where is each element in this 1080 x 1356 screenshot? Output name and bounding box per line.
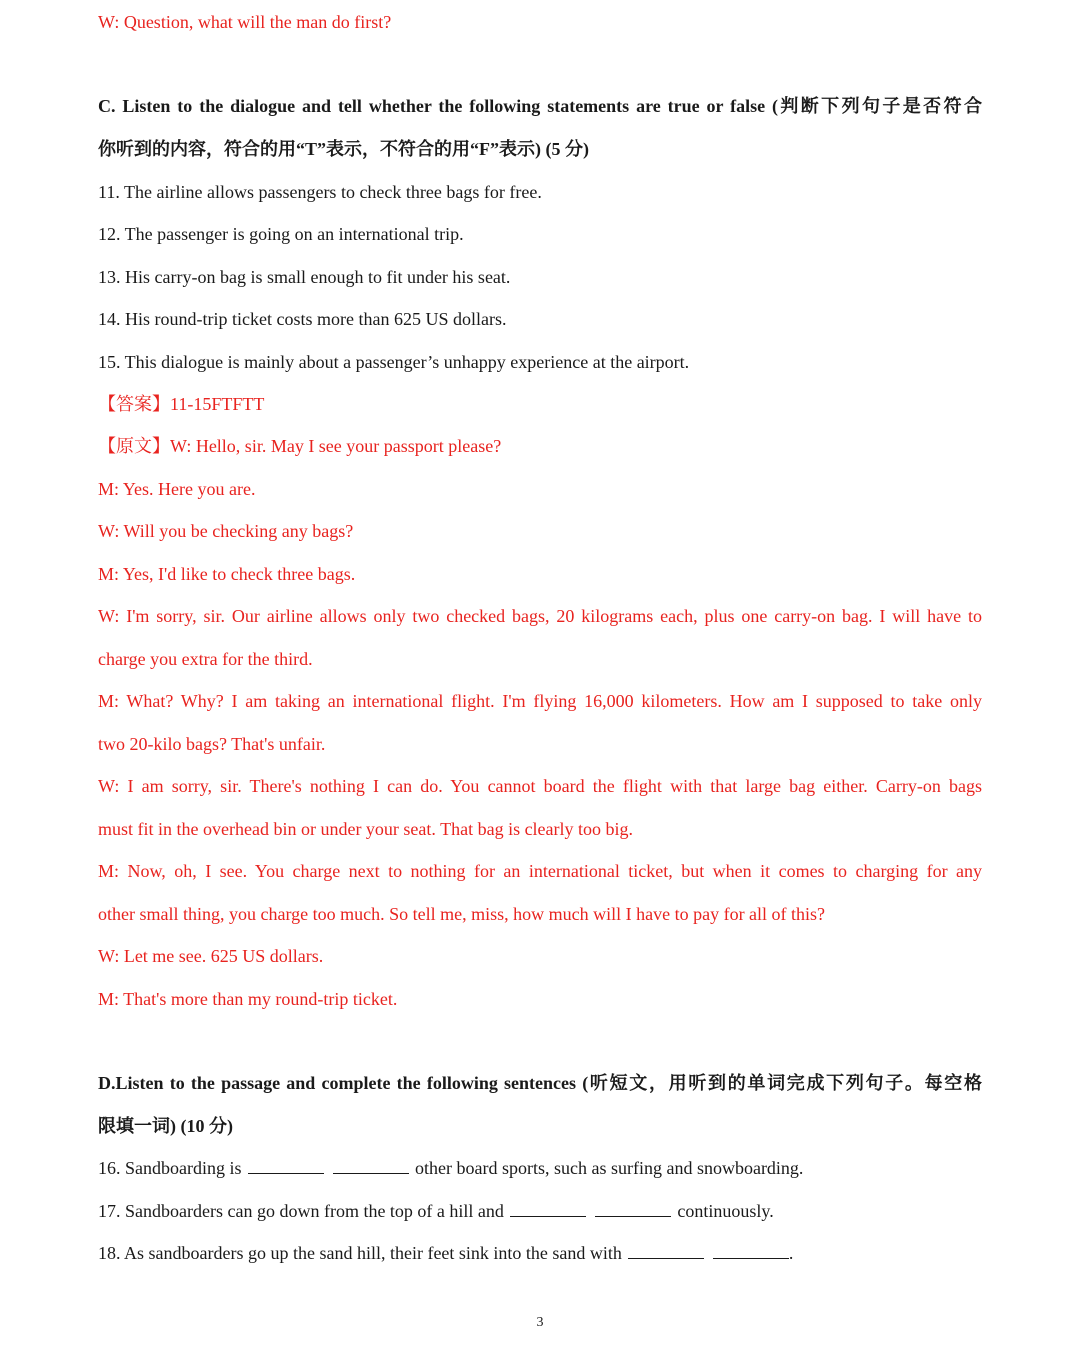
transcript-line: W: Let me see. 625 US dollars.	[98, 946, 324, 966]
transcript-line: two 20-kilo bags? That's unfair.	[98, 734, 326, 754]
statement-11: 11. The airline allows passengers to check three bags for free.	[98, 182, 542, 202]
section-d-heading-line1: D.Listen to the passage and complete the following sentences (听短文，用听到的单词完成下列句子。每空格	[98, 1073, 982, 1093]
transcript-line: M: Yes, I'd like to check three bags.	[98, 564, 356, 584]
transcript-line: charge you extra for the third.	[98, 649, 313, 669]
section-c-heading-line2: 你听到的内容，符合的用“T”表示，不符合的用“F”表示) (5 分)	[98, 139, 589, 159]
statement-13: 13. His carry-on bag is small enough to fit under his seat.	[98, 267, 511, 287]
transcript-line: 【原文】W: Hello, sir. May I see your passport please?	[98, 436, 502, 456]
answer-blank[interactable]	[248, 1157, 324, 1174]
section-d-heading-line2: 限填一词) (10 分)	[98, 1116, 233, 1136]
item-text-after: other board sports, such as surfing and snowboarding.	[415, 1158, 804, 1178]
transcript-line: W: Will you be checking any bags?	[98, 521, 354, 541]
transcript-line: W: I am sorry, sir. There's nothing I can do. You cannot board the flight with that large bag either. Carry-on bags	[98, 776, 982, 796]
transcript-line: other small thing, you charge too much. So tell me, miss, how much will I have to pay for all of this?	[98, 904, 826, 924]
section-c-heading-line1: C. Listen to the dialogue and tell whether the following statements are true or false (判断下列句子是否符合	[98, 96, 982, 116]
statement-15: 15. This dialogue is mainly about a passenger’s unhappy experience at the airport.	[98, 352, 690, 372]
fill-in-item-18	[98, 1241, 793, 1265]
item-text-before: 17. Sandboarders can go down from the top of a hill and	[98, 1201, 504, 1221]
question-line: W: Question, what will the man do first?	[98, 12, 392, 32]
transcript-line: must fit in the overhead bin or under your seat. That bag is clearly too big.	[98, 819, 634, 839]
answer-blank[interactable]	[595, 1200, 671, 1217]
item-text-before: 18. As sandboarders go up the sand hill, their feet sink into the sand with	[98, 1243, 622, 1263]
item-text-after: .	[788, 1243, 794, 1263]
item-text-after: continuously.	[677, 1201, 774, 1221]
answer-line: 【答案】11-15FTFTT	[98, 394, 265, 414]
transcript-line: W: I'm sorry, sir. Our airline allows only two checked bags, 20 kilograms each, plus one carry-on bag. I will have to	[98, 606, 982, 626]
fill-in-item-16	[98, 1156, 803, 1180]
statement-14: 14. His round-trip ticket costs more than 625 US dollars.	[98, 309, 507, 329]
fill-in-item-17	[98, 1199, 774, 1223]
transcript-line: M: That's more than my round-trip ticket.	[98, 989, 398, 1009]
answer-blank[interactable]	[628, 1242, 704, 1259]
transcript-line: M: Now, oh, I see. You charge next to nothing for an international ticket, but when it comes to charging for any	[98, 861, 982, 881]
answer-blank[interactable]	[510, 1200, 586, 1217]
transcript-line: M: What? Why? I am taking an international flight. I'm flying 16,000 kilometers. How am I supposed to take only	[98, 691, 982, 711]
item-text-before: 16. Sandboarding is	[98, 1158, 242, 1178]
answer-blank[interactable]	[713, 1242, 789, 1259]
answer-blank[interactable]	[333, 1157, 409, 1174]
statement-12: 12. The passenger is going on an international trip.	[98, 224, 464, 244]
page-number: 3	[536, 1315, 544, 1330]
transcript-line: M: Yes. Here you are.	[98, 479, 256, 499]
